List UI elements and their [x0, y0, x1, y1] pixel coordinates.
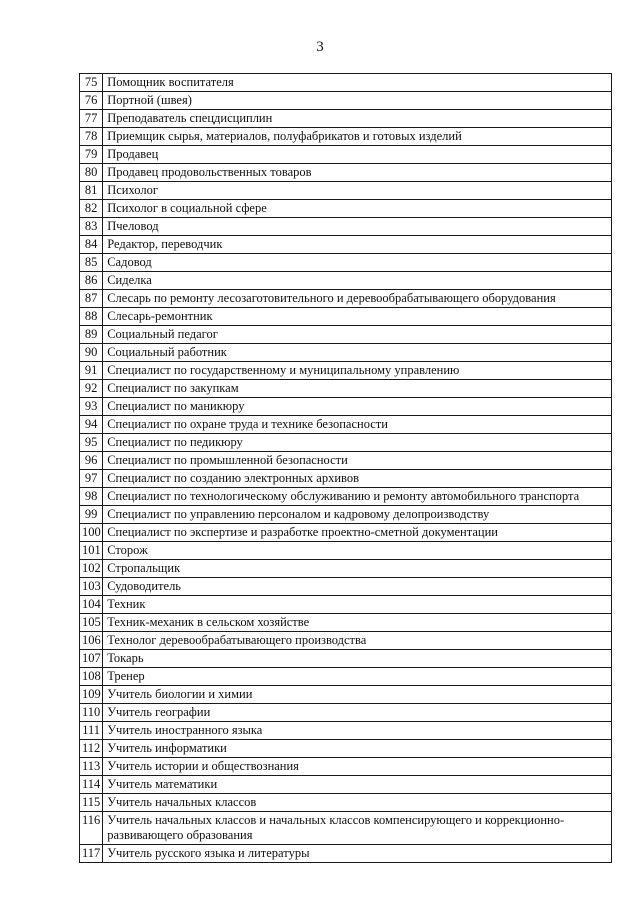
row-number: 86: [80, 272, 103, 290]
table-row: [80, 218, 612, 236]
table-row: [80, 254, 612, 272]
table-row: [80, 614, 612, 632]
table-row: [80, 578, 612, 596]
table-row: [80, 758, 612, 776]
profession-name: Учитель истории и обществознания: [103, 758, 612, 776]
profession-name: Сторож: [103, 542, 612, 560]
row-number: 102: [80, 560, 103, 578]
profession-name: Продавец продовольственных товаров: [103, 164, 612, 182]
profession-name: Учитель начальных классов: [103, 794, 612, 812]
profession-name: Специалист по маникюру: [103, 398, 612, 416]
row-number: 113: [80, 758, 103, 776]
row-number: 109: [80, 686, 103, 704]
table-row: [80, 362, 612, 380]
table-row: [80, 146, 612, 164]
profession-name: Психолог: [103, 182, 612, 200]
row-number: 112: [80, 740, 103, 758]
profession-name: Учитель информатики: [103, 740, 612, 758]
table-row: [80, 650, 612, 668]
table-row: [80, 110, 612, 128]
table-row: [80, 542, 612, 560]
row-number: 105: [80, 614, 103, 632]
table-row: [80, 380, 612, 398]
profession-name: Учитель географии: [103, 704, 612, 722]
row-number: 78: [80, 128, 103, 146]
profession-name: Редактор, переводчик: [103, 236, 612, 254]
table-row: [80, 128, 612, 146]
table-row: [80, 272, 612, 290]
row-number: 91: [80, 362, 103, 380]
profession-name: Техник-механик в сельском хозяйстве: [103, 614, 612, 632]
row-number: 81: [80, 182, 103, 200]
table-row: [80, 182, 612, 200]
row-number: 94: [80, 416, 103, 434]
row-number: 82: [80, 200, 103, 218]
profession-name: Тренер: [103, 668, 612, 686]
row-number: 83: [80, 218, 103, 236]
row-number: 107: [80, 650, 103, 668]
profession-name: Социальный работник: [103, 344, 612, 362]
profession-name: Техник: [103, 596, 612, 614]
table-row: [80, 290, 612, 308]
table-row: [80, 452, 612, 470]
profession-name: Специалист по технологическому обслуживанию и ремонту автомобильного транспорта: [103, 488, 612, 506]
row-number: 85: [80, 254, 103, 272]
professions-table: [79, 73, 612, 863]
row-number: 89: [80, 326, 103, 344]
profession-name: Специалист по промышленной безопасности: [103, 452, 612, 470]
table-row: [80, 344, 612, 362]
profession-name: Стропальщик: [103, 560, 612, 578]
table-row: [80, 308, 612, 326]
table-row: [80, 722, 612, 740]
row-number: 108: [80, 668, 103, 686]
page-number: 3: [316, 39, 324, 55]
profession-name: Садовод: [103, 254, 612, 272]
profession-name: Помощник воспитателя: [103, 74, 612, 92]
row-number: 80: [80, 164, 103, 182]
table-row: [80, 506, 612, 524]
profession-name: Специалист по охране труда и технике безопасности: [103, 416, 612, 434]
row-number: 88: [80, 308, 103, 326]
profession-name: Специалист по педикюру: [103, 434, 612, 452]
table-row: [80, 794, 612, 812]
row-number: 116: [80, 812, 103, 845]
row-number: 104: [80, 596, 103, 614]
profession-name: Учитель русского языка и литературы: [103, 845, 612, 863]
profession-name: Специалист по государственному и муниципальному управлению: [103, 362, 612, 380]
table-row: [80, 92, 612, 110]
table-row: [80, 740, 612, 758]
table-row: [80, 488, 612, 506]
row-number: 90: [80, 344, 103, 362]
table-row: [80, 74, 612, 92]
table-row: [80, 776, 612, 794]
table-row: [80, 470, 612, 488]
profession-name: Специалист по закупкам: [103, 380, 612, 398]
row-number: 111: [80, 722, 103, 740]
row-number: 106: [80, 632, 103, 650]
row-number: 98: [80, 488, 103, 506]
row-number: 79: [80, 146, 103, 164]
profession-name: Токарь: [103, 650, 612, 668]
table-row: [80, 236, 612, 254]
profession-name: Продавец: [103, 146, 612, 164]
row-number: 101: [80, 542, 103, 560]
profession-name: Приемщик сырья, материалов, полуфабрикатов и готовых изделий: [103, 128, 612, 146]
row-number: 117: [80, 845, 103, 863]
row-number: 95: [80, 434, 103, 452]
table-row: [80, 596, 612, 614]
table-row: [80, 845, 612, 863]
profession-name: Технолог деревообрабатывающего производства: [103, 632, 612, 650]
table-row: [80, 704, 612, 722]
row-number: 103: [80, 578, 103, 596]
table-row: [80, 434, 612, 452]
row-number: 92: [80, 380, 103, 398]
table-row: [80, 398, 612, 416]
table-row: [80, 560, 612, 578]
table-row: [80, 812, 612, 845]
row-number: 115: [80, 794, 103, 812]
profession-name: Учитель иностранного языка: [103, 722, 612, 740]
profession-name: Специалист по созданию электронных архивов: [103, 470, 612, 488]
row-number: 87: [80, 290, 103, 308]
row-number: 75: [80, 74, 103, 92]
table-row: [80, 326, 612, 344]
profession-name: Слесарь-ремонтник: [103, 308, 612, 326]
profession-name: Преподаватель спецдисциплин: [103, 110, 612, 128]
profession-name: Специалист по управлению персоналом и кадровому делопроизводству: [103, 506, 612, 524]
table-row: [80, 164, 612, 182]
row-number: 77: [80, 110, 103, 128]
profession-name: Психолог в социальной сфере: [103, 200, 612, 218]
row-number: 97: [80, 470, 103, 488]
profession-name: Пчеловод: [103, 218, 612, 236]
table-row: [80, 632, 612, 650]
profession-name: Учитель биологии и химии: [103, 686, 612, 704]
row-number: 99: [80, 506, 103, 524]
row-number: 96: [80, 452, 103, 470]
profession-name: Специалист по экспертизе и разработке проектно-сметной документации: [103, 524, 612, 542]
profession-name: Учитель математики: [103, 776, 612, 794]
table-row: [80, 668, 612, 686]
profession-name: Социальный педагог: [103, 326, 612, 344]
table-row: [80, 524, 612, 542]
row-number: 84: [80, 236, 103, 254]
table-row: [80, 416, 612, 434]
professions-table-body: [80, 74, 612, 863]
profession-name: Портной (швея): [103, 92, 612, 110]
profession-name: Судоводитель: [103, 578, 612, 596]
profession-name: Слесарь по ремонту лесозаготовительного и деревообрабатывающего оборудования: [103, 290, 612, 308]
row-number: 100: [80, 524, 103, 542]
table-row: [80, 686, 612, 704]
row-number: 114: [80, 776, 103, 794]
row-number: 93: [80, 398, 103, 416]
row-number: 76: [80, 92, 103, 110]
profession-name: Учитель начальных классов и начальных классов компенсирующего и коррекционно-развивающего образования: [103, 812, 612, 845]
profession-name: Сиделка: [103, 272, 612, 290]
row-number: 110: [80, 704, 103, 722]
table-row: [80, 200, 612, 218]
